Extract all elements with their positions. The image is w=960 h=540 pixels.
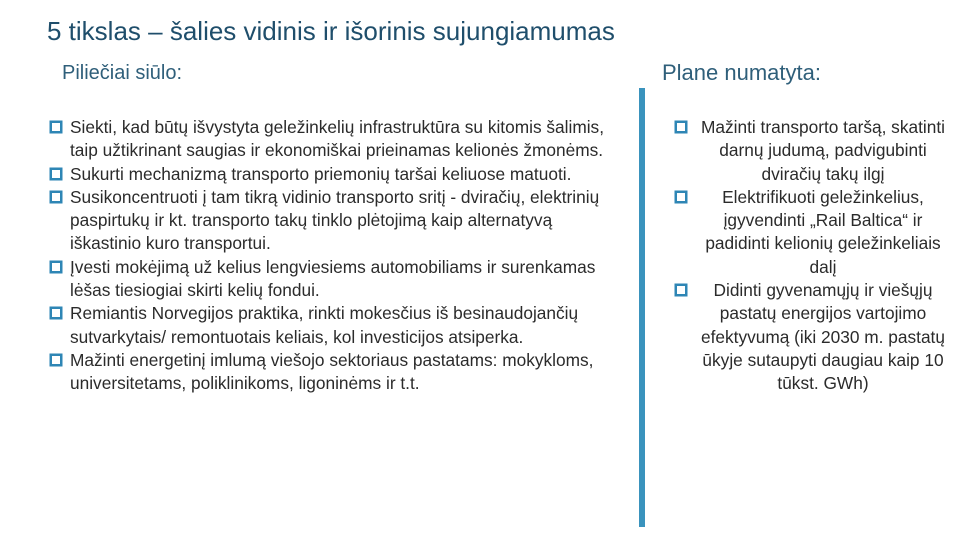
list-item-text: Įvesti mokėjimą už kelius lengviesiems automobiliams ir surenkamas lėšas tiesiogiai skirti kelių fondui. (70, 256, 596, 301)
list-item (48, 116, 628, 163)
list-item-text: Elektrifikuoti geležinkelius, įgyvendinti „Rail Baltica“ ir padidinti kelionių geležinkeliais dalį (705, 186, 941, 277)
checkbox-square-icon (674, 283, 688, 297)
checkbox-square-icon (49, 167, 63, 181)
list-item-text: Didinti gyvenamųjų ir viešųjų pastatų energijos vartojimo efektyvumą (iki 2030 m. pastatų ūkyje sutaupyti daugiau kaip 10 tūkst. GWh) (701, 280, 945, 394)
checkbox-square-icon (674, 120, 688, 134)
list-item (48, 163, 628, 186)
citizens-proposals-list (48, 116, 628, 396)
plan-items-list (674, 116, 956, 396)
list-item-text: Siekti, kad būtų išvystyta geležinkelių infrastruktūra su kitomis šalimis, taip užtikrinant saugias ir ekonomiškai prieinamas kelionės žmonėms. (70, 117, 604, 161)
list-item (48, 186, 628, 256)
list-item-text: Susikoncentruoti į tam tikrą vidinio transporto sritį - dviračių, elektrinių paspirtukų ir kt. transporto takų tinklo plėtojimą kaip alternatyvą iškastinio kuro transportui. (70, 186, 600, 254)
list-item-text: Mažinti transporto taršą, skatinti darnų judumą, padvigubinti dviračių takų ilgį (701, 117, 945, 184)
list-item (48, 349, 628, 396)
list-item (48, 302, 628, 349)
list-item-text: Remiantis Norvegijos praktika, rinkti mokesčius iš besinaudojančių sutvarkytais/ remontuotais keliais, kol investicijos atsiperka. (70, 303, 579, 347)
checkbox-square-icon (49, 260, 63, 274)
citizens-heading: Piliečiai siūlo: (62, 62, 183, 84)
column-divider (639, 88, 645, 527)
checkbox-square-icon (674, 190, 688, 204)
list-item (48, 256, 628, 303)
checkbox-square-icon (49, 353, 63, 367)
plan-heading: Plane numatyta: (662, 60, 821, 85)
list-item (674, 116, 956, 186)
checkbox-square-icon (49, 120, 63, 134)
list-item (674, 279, 956, 395)
slide-title: 5 tikslas – šalies vidinis ir išorinis sujungiamumas (47, 16, 615, 46)
list-item (674, 186, 956, 279)
checkbox-square-icon (49, 306, 63, 320)
list-item-text: Mažinti energetinį imlumą viešojo sektoriaus pastatams: mokykloms, universitetams, poliklinikoms, ligoninėms ir t.t. (70, 349, 594, 394)
list-item-text: Sukurti mechanizmą transporto priemonių taršai keliuose matuoti. (70, 163, 572, 184)
checkbox-square-icon (49, 190, 63, 204)
